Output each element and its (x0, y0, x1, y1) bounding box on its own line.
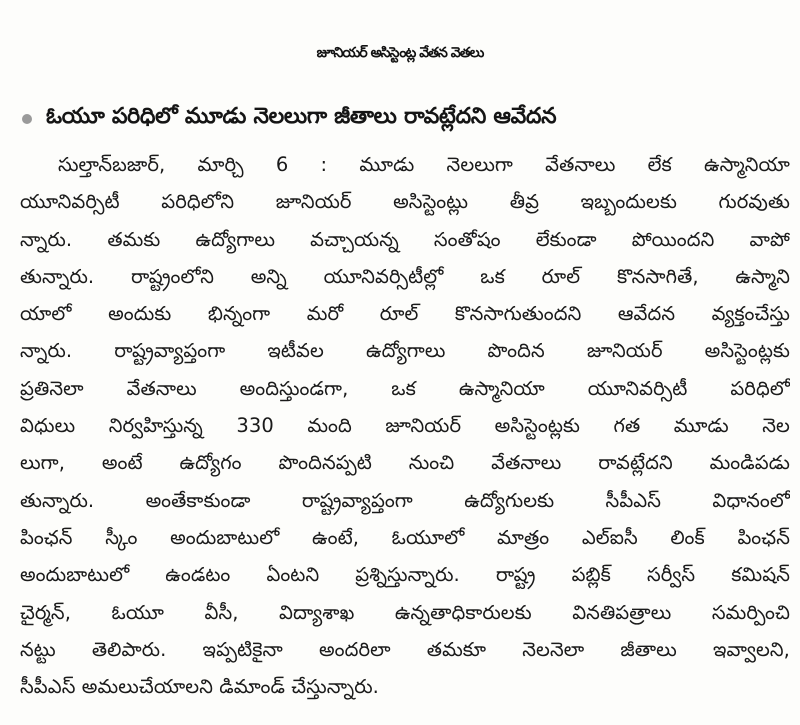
article-line: సుల్తాన్‌బజార్, మార్చి 6 : మూడు నెలలుగా వేతనాలు లేక ఉస్మానియా (58, 153, 790, 176)
article-line: అందుబాటులో ఉండటం ఏంటని ప్రశ్నిస్తున్నారు. రాష్ట్ర పబ్లిక్ సర్వీస్ కమిషన్ (20, 563, 790, 587)
article-line: తున్నారు. అంతేకాకుండా రాష్ట్రవ్యాప్తంగా ఉద్యోగులకు సీపీఎస్ విధానంలో (20, 488, 790, 512)
article-line: పింఛన్ స్కీం అందుబాటులో ఉంటే, ఓయూలో మాత్రం ఎల్ఐసీ లింక్ పింఛన్ (20, 525, 790, 549)
article-line: న్నారు. తమకు ఉద్యోగాలు వచ్చాయన్న సంతోషం లేకుండా పోయిందని వాపో (20, 227, 790, 251)
article-line: యాలో అందుకు భిన్నంగా మరో రూల్ కొనసాగుతుందని ఆవేదన వ్యక్తంచేస్తు (20, 302, 790, 326)
article-line: నట్టు తెలిపారు. ఇప్పటికైనా అందరిలా తమకూ నెలనెలా జీతాలు ఇవ్వాలని, (20, 637, 790, 661)
article-line: విధులు నిర్వహిస్తున్న 330 మంది జూనియర్ అసిస్టెంట్లకు గత మూడు నెల (20, 414, 790, 438)
article-body (20, 146, 790, 705)
article-line: చైర్మన్, ఓయూ వీసీ, విద్యాశాఖ ఉన్నతాధికారులకు వినతిపత్రాలు సమర్పించి (20, 600, 790, 624)
subheadline: ఓయూ పరిధిలో మూడు నెలలుగా జీతాలు రావట్లేదని ఆవేదన (46, 104, 557, 129)
subheadline-row (22, 100, 792, 138)
article-line: సీపీఎస్ అమలుచేయాలని డిమాండ్ చేస్తున్నారు. (20, 675, 379, 699)
article-line: యూనివర్సిటీ పరిధిలోని జూనియర్ అసిస్టెంట్లు తీవ్ర ఇబ్బందులకు గురవుతు (20, 190, 790, 214)
article-line: తున్నారు. రాష్ట్రంలోని అన్ని యూనివర్సిటీల్లో ఒక రూల్ కొనసాగితే, ఉస్మాని (20, 264, 790, 288)
article-line: న్నారు. రాష్ట్రవ్యాప్తంగా ఇటీవల ఉద్యోగాలు పొందిన జూనియర్ అసిస్టెంట్లకు (20, 339, 790, 363)
article-line: లుగా, అంటే ఉద్యోగం పొందినప్పటి నుంచి వేతనాలు రావట్లేదని మండిపడు (20, 451, 790, 475)
bullet-icon (22, 114, 32, 124)
article-line: ప్రతినెలా వేతనాలు అందిస్తుండగా, ఒక ఉస్మానియా యూనివర్సిటీ పరిధిలో (20, 376, 790, 400)
headline: జూనియర్ అసిస్టెంట్ల వేతన వెతలు (316, 45, 484, 62)
